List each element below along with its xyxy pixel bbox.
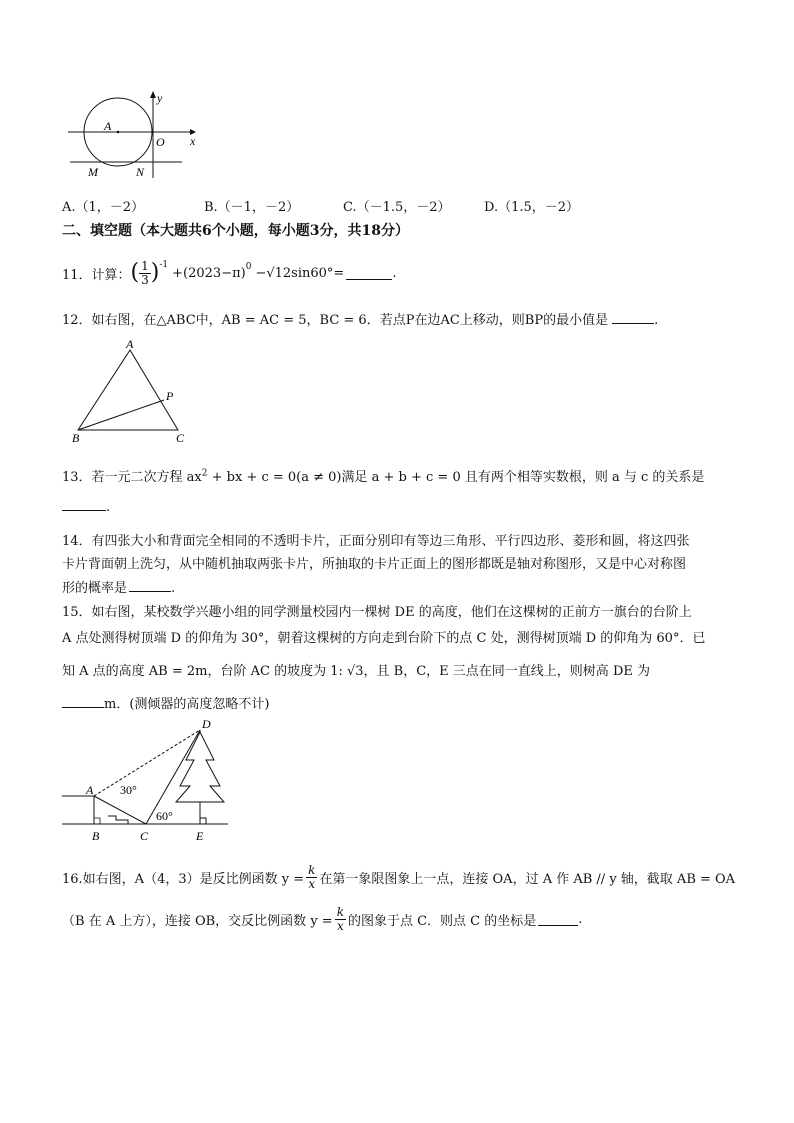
q16-frac-den: x bbox=[308, 876, 316, 891]
q13-text-b: + bx + c = 0(a ≠ 0)满足 a + b + c = 0 且有两个相等实数根，则 a 与 c 的关系是 bbox=[207, 470, 705, 485]
label-O: O bbox=[156, 135, 165, 149]
q16-answer-blank[interactable] bbox=[538, 913, 578, 926]
q12 bbox=[62, 309, 658, 328]
q16-end: . bbox=[578, 911, 583, 927]
q11-exp1: -1 bbox=[159, 260, 169, 270]
q12-end: . bbox=[654, 313, 659, 328]
label-angle-30: 30° bbox=[120, 783, 137, 797]
steps bbox=[108, 816, 128, 824]
q16-text-a: 16.如右图，A（4，3）是反比例函数 y = bbox=[62, 871, 305, 887]
q11-answer-blank[interactable] bbox=[346, 267, 392, 280]
q11 bbox=[62, 258, 396, 288]
q14-text: 形的概率是 bbox=[62, 581, 128, 596]
label-A: A bbox=[86, 783, 94, 797]
q16-text-c: （B 在 A 上方），连接 OB，交反比例函数 y = bbox=[62, 913, 333, 929]
section2-title: 二、填空题（本大题共6个小题，每小题3分，共18分） bbox=[62, 223, 409, 239]
q13-end: . bbox=[106, 500, 111, 515]
segment-BP bbox=[78, 400, 164, 430]
q16-line1 bbox=[62, 862, 735, 892]
q11-term3: −√12sin60°= bbox=[255, 265, 345, 281]
label-N: N bbox=[136, 165, 145, 179]
right-angle-mark bbox=[200, 818, 206, 824]
q15-line2: A 点处测得树顶端 D 的仰角为 30°，朝着这棵树的方向走到台阶下的点 C 处，测得树顶端 D 的仰角为 60°．已 bbox=[62, 631, 706, 646]
label-A: A bbox=[126, 337, 134, 351]
q15-line3: 知 A 点的高度 AB = 2m，台阶 AC 的坡度为 1: √3，且 B，C，E 三点在同一直线上，则树高 DE 为 bbox=[62, 664, 650, 679]
q14-line3 bbox=[62, 577, 175, 596]
q11-exp2: 0 bbox=[245, 262, 252, 272]
q16-fraction-2 bbox=[335, 906, 346, 933]
label-B: B bbox=[72, 431, 80, 445]
q10-option-d: D.（1.5，－2） bbox=[484, 200, 580, 215]
q14-line1: 14．有四张大小和背面完全相同的不透明卡片，正面分别印有等边三角形、平行四边形、菱形和圆，将这四张 bbox=[62, 534, 690, 549]
q15-line4 bbox=[62, 693, 269, 712]
q11-number: 11．计算： bbox=[62, 267, 131, 283]
q14-line2: 卡片背面朝上洗匀，从中随机抽取两张卡片，所抽取的卡片正面上的图形都既是轴对称图形，又是中心对称图 bbox=[62, 557, 687, 572]
q14-answer-blank[interactable] bbox=[129, 579, 171, 592]
q16-frac2-num: k bbox=[336, 904, 344, 919]
center-point bbox=[117, 131, 120, 134]
y-axis-arrow-icon bbox=[150, 91, 156, 98]
q13-text-a: 13．若一元二次方程 ax bbox=[62, 470, 202, 485]
triangle-ABC bbox=[78, 350, 178, 430]
q10-option-c: C.（－1.5，－2） bbox=[343, 200, 451, 215]
q11-fraction bbox=[139, 260, 151, 287]
q11-fraction-num: 1 bbox=[141, 258, 149, 273]
q11-term2: +(2023−π) bbox=[172, 265, 246, 281]
label-A: A bbox=[104, 119, 112, 133]
q11-end: . bbox=[392, 265, 397, 281]
label-E: E bbox=[196, 829, 204, 843]
label-D: D bbox=[202, 717, 211, 731]
label-B: B bbox=[92, 829, 100, 843]
q16-text-d: 的图象于点 C．则点 C 的坐标是 bbox=[347, 913, 537, 929]
q10-option-b: B.（－1，－2） bbox=[204, 200, 300, 215]
q13-answer-blank[interactable] bbox=[62, 498, 106, 511]
left-paren: ( bbox=[130, 260, 140, 285]
q11-fraction-den: 3 bbox=[141, 272, 149, 287]
label-x: x bbox=[190, 134, 196, 148]
q10-circle-figure bbox=[62, 88, 212, 183]
label-C: C bbox=[140, 829, 149, 843]
right-paren: ) bbox=[150, 260, 160, 285]
q13-sup: 2 bbox=[201, 468, 208, 479]
right-angle-mark-B bbox=[94, 818, 100, 824]
label-P: P bbox=[166, 389, 174, 403]
label-C: C bbox=[176, 431, 185, 445]
q16-frac2-den: x bbox=[336, 918, 344, 933]
q16-fraction-1 bbox=[306, 864, 317, 891]
label-M: M bbox=[88, 165, 98, 179]
q15-text: m．(测倾器的高度忽略不计) bbox=[104, 697, 270, 712]
q13-line1 bbox=[62, 466, 704, 485]
label-angle-60: 60° bbox=[156, 809, 173, 823]
tree-icon bbox=[176, 732, 224, 802]
q15-line1: 15．如右图，某校数学兴趣小组的同学测量校园内一棵树 DE 的高度，他们在这棵树的正前方一旗台的台阶上 bbox=[62, 605, 692, 620]
q16-text-b: 在第一象限图象上一点，连接 OA，过 A 作 AB // y 轴，截取 AB = OA bbox=[319, 871, 736, 887]
q13-line2 bbox=[62, 498, 110, 515]
q15-tree-figure bbox=[58, 716, 238, 844]
q15-answer-blank[interactable] bbox=[62, 695, 104, 708]
q12-triangle-figure bbox=[68, 336, 198, 448]
q12-answer-blank[interactable] bbox=[612, 311, 654, 324]
q16-frac-num: k bbox=[308, 862, 316, 877]
q16-line2 bbox=[62, 904, 582, 934]
label-y: y bbox=[157, 91, 163, 105]
q10-option-a: A.（1，－2） bbox=[62, 200, 145, 215]
q12-text: 12．如右图，在△ABC中，AB = AC = 5，BC = 6．若点P在边AC上移动，则BP的最小值是 bbox=[62, 313, 609, 328]
q14-end: . bbox=[171, 581, 176, 596]
